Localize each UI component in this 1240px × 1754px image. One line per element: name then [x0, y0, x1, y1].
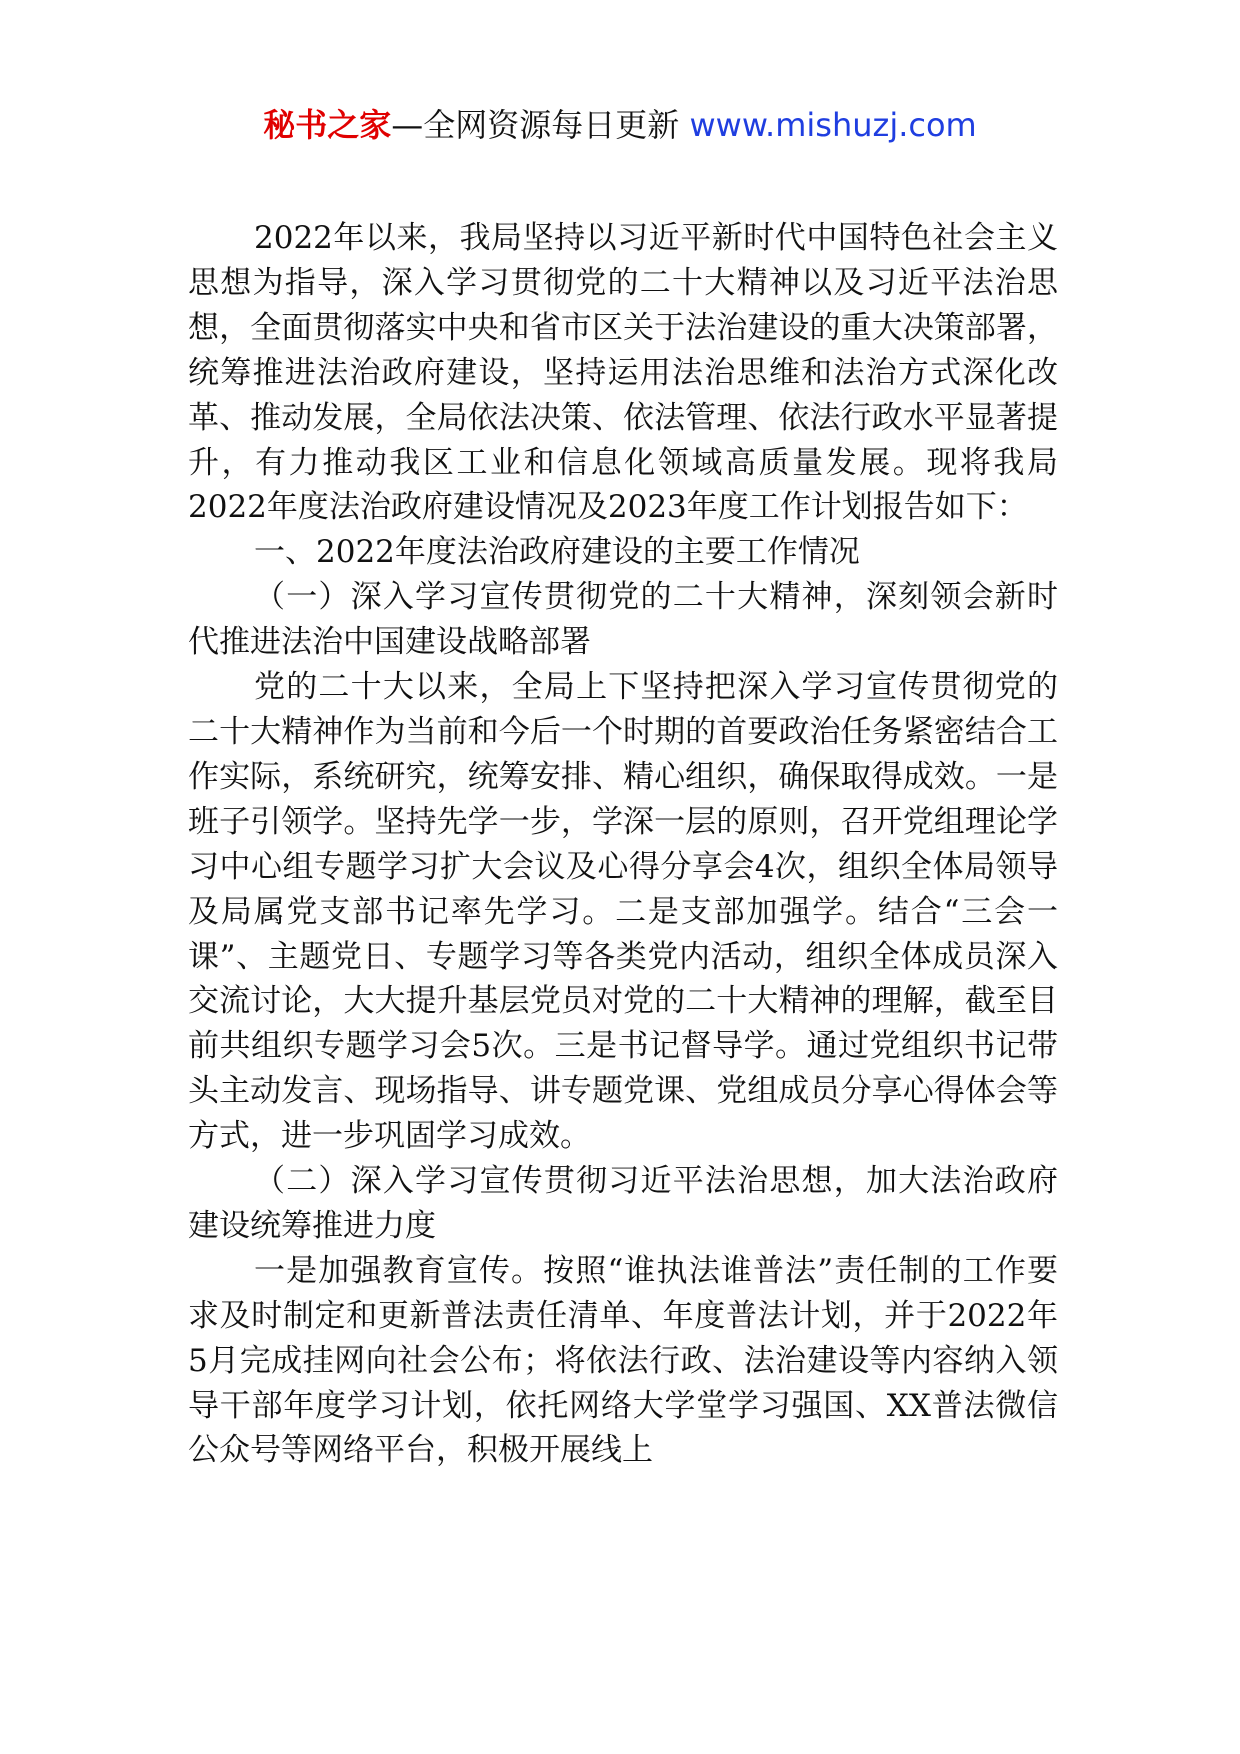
body-paragraph-2: 一是加强教育宣传。按照“谁执法谁普法”责任制的工作要求及时制定和更新普法责任清单、年度普法计划，并于2022年5月完成挂网向社会公布；将依法行政、法治建设等内容纳入领导干部年度学习计划，依托网络大学堂学习强国、XX普法微信公众号等网络平台，积极开展线上 — [188, 1252, 1058, 1469]
document-body — [188, 216, 1058, 1473]
body-paragraph-1: 党的二十大以来，全局上下坚持把深入学习宣传贯彻党的二十大精神作为当前和今后一个时期的首要政治任务紧密结合工作实际，系统研究，统筹安排、精心组织，确保取得成效。一是班子引领学。坚持先学一步，学深一层的原则，召开党组理论学习中心组专题学习扩大会议及心得分享会4次，组织全体局领导及局属党支部书记率先学习。二是支部加强学。结合“三会一课”、主题党日、专题学习等各类党内活动，组织全体成员深入交流讨论，大大提升基层党员对党的二十大精神的理解，截至目前共组织专题学习会5次。三是书记督导学。通过党组织书记带头主动发言、现场指导、讲专题党课、党组成员分享心得体会等方式，进一步巩固学习成效。 — [188, 669, 1058, 1155]
intro-paragraph: 2022年以来，我局坚持以习近平新时代中国特色社会主义思想为指导，深入学习贯彻党的二十大精神以及习近平法治思想，全面贯彻落实中央和省市区关于法治建设的重大决策部署，统筹推进法治政府建设，坚持运用法治思维和法治方式深化改革、推动发展，全局依法决策、依法管理、依法行政水平显著提升，有力推动我区工业和信息化领域高质量发展。现将我局2022年度法治政府建设情况及2023年度工作计划报告如下： — [188, 220, 1058, 526]
page-header — [0, 104, 1240, 146]
subsection-heading-2: （二）深入学习宣传贯彻习近平法治思想，加大法治政府建设统筹推进力度 — [188, 1163, 1058, 1244]
header-tagline: —全网资源每日更新 — [391, 106, 690, 144]
section-heading-1: 一、2022年度法治政府建设的主要工作情况 — [254, 534, 860, 571]
subsection-heading-1: （一）深入学习宣传贯彻党的二十大精神，深刻领会新时代推进法治中国建设战略部署 — [188, 579, 1058, 661]
site-url-link[interactable]: www.mishuzj.com — [689, 106, 977, 144]
brand-name: 秘书之家 — [263, 106, 392, 144]
